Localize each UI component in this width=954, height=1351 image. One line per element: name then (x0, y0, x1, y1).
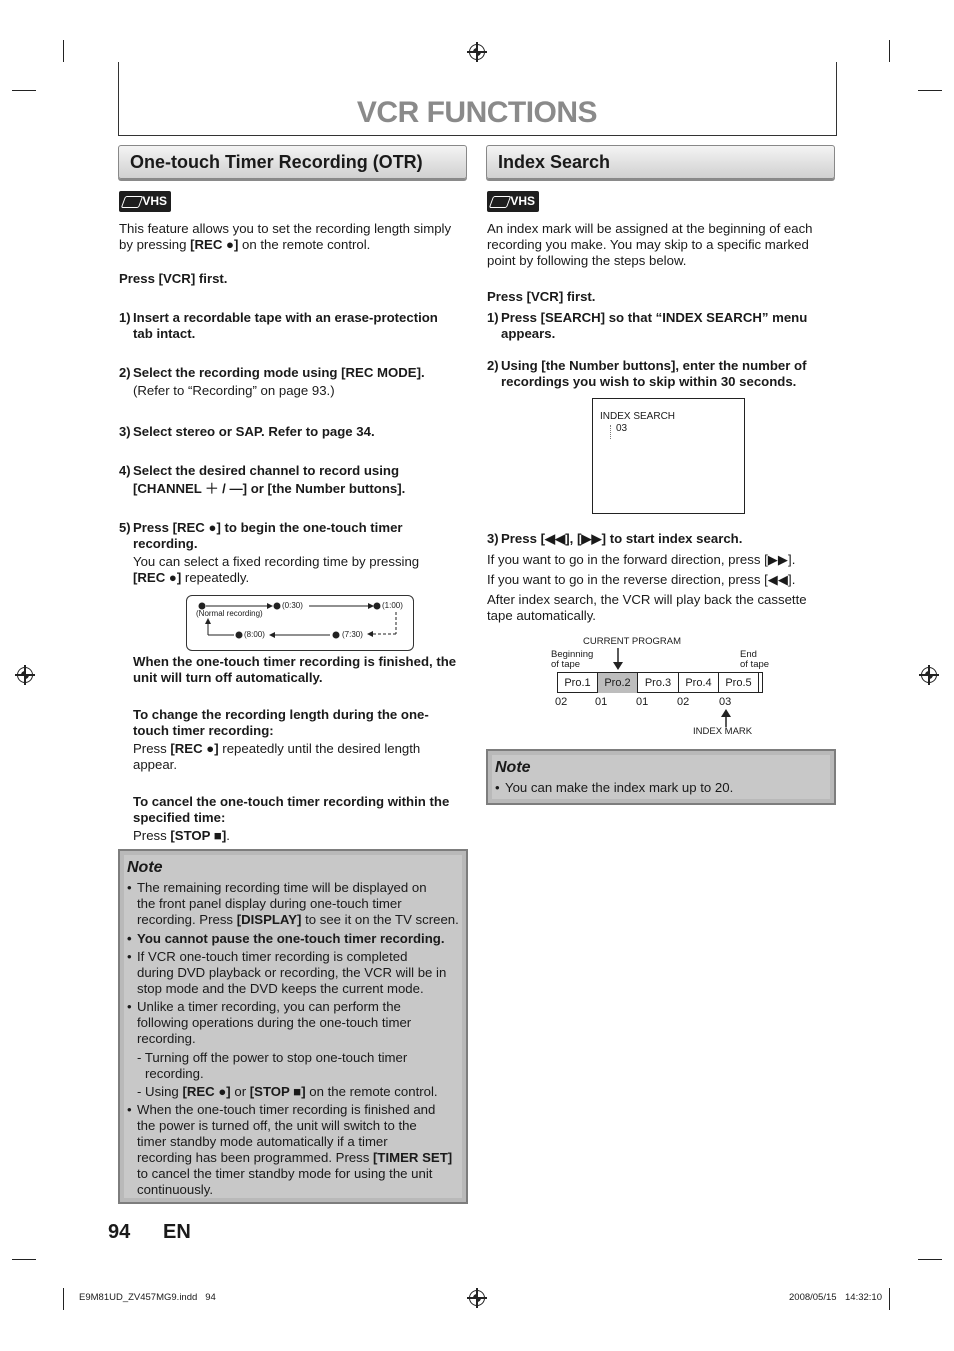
tape-program: Pro.1 (558, 673, 598, 693)
step-text: Select the desired channel to record using [CHANNEL ＋ / —] or [the Number buttons]. (133, 463, 406, 496)
language-code: EN (163, 1221, 191, 1243)
index-search-heading: Index Search (486, 145, 835, 179)
index-mark-label: INDEX MARK (693, 726, 753, 737)
label-normal-recording: (Normal recording) (196, 609, 263, 618)
index-count: 01 (636, 696, 649, 708)
change-length-block: To change the recording length during the one- touch timer recording: Press [REC ●] repeatedly until the desired length appear. (133, 707, 429, 772)
press-vcr-first: Press [VCR] first. (119, 271, 228, 286)
crop-mark (12, 90, 36, 91)
note-title: Note (495, 759, 531, 776)
index-count: 02 (555, 696, 568, 708)
index-note-box (486, 749, 836, 805)
screen-value: 03 (616, 423, 628, 434)
beginning-of-tape-label: Beginning of tape (551, 649, 594, 670)
file-info: E9M81UD_ZV457MG9.indd 94 (79, 1292, 216, 1303)
step-number: 2) (487, 358, 499, 373)
end-of-tape-label: End of tape (740, 649, 770, 670)
step-text: Press [REC ●] to begin the one-touch timer recording. You can select a fixed recording time by pressing [REC ●] repeatedly. (133, 520, 420, 585)
step-number: 1) (119, 310, 131, 325)
note-title: Note (127, 859, 163, 876)
otr-intro: This feature allows you to set the recording length simply by pressing [REC ●] on the remote control. (119, 221, 452, 252)
label-1-00: (1:00) (382, 601, 403, 610)
crop-mark (918, 1259, 942, 1260)
up-arrow-icon (716, 707, 736, 727)
print-date: 2008/05/15 (789, 1292, 837, 1303)
cancel-block: To cancel the one-touch timer recording within the specified time: Press [STOP ■]. (133, 794, 450, 843)
page-number: 94 (108, 1221, 131, 1243)
index-count: 01 (595, 696, 608, 708)
vhs-badge: VHS (119, 191, 171, 212)
label-8-00: (8:00) (244, 630, 265, 639)
step-text: Select stereo or SAP. Refer to page 34. (133, 424, 375, 439)
tape-program-current: Pro.2 (598, 673, 638, 693)
registration-mark-icon (921, 667, 937, 683)
crop-mark (12, 1259, 36, 1260)
label-7-30: (7:30) (342, 630, 363, 639)
step-number: 2) (119, 365, 131, 380)
index-intro: An index mark will be assigned at the beginning of each recording you make. You may skip to a specific marked point by following the steps below. (487, 221, 813, 268)
cassette-icon (121, 196, 143, 208)
otr-note-box (118, 849, 468, 1204)
press-vcr-first: Press [VCR] first. (487, 289, 596, 304)
note-bullet: • The remaining recording time will be displayed on the front panel display during one-touch timer recording. Press [DISPLAY] to see it on the TV screen. • You cannot pause the one-touch timer recording. • If VCR one-touch timer recording is completed during DVD playback or recording, the VCR will be in stop mode and the DVD keeps the current mode. • Unlike a timer recording, you can perform the following operations during the one-touch timer recording. - Turning off the power to stop one-touch timer recording. - Using [REC ●] or [STOP ■] on the remote control. • When the one-touch timer recording is finished and the power is turned off, the unit will switch to the timer standby mode automatically if a timer recording has been programmed. Press [TIMER SET] to cancel the timer standby mode for using the unit continuously. (127, 880, 459, 1197)
tape-program: Pro.4 (679, 673, 719, 693)
index-count: 02 (677, 696, 690, 708)
crop-mark (918, 90, 942, 91)
index-search-screen (592, 398, 745, 514)
crop-mark (63, 40, 64, 62)
registration-mark-icon (469, 44, 485, 60)
step-number: 1) (487, 310, 499, 325)
index-step3-body: If you want to go in the forward direction, press [▶▶]. If you want to go in the reverse direction, press [◀◀]. After index search, the VCR will play back the cassette tape automatically. (487, 552, 807, 623)
down-arrow-icon (608, 648, 628, 672)
print-time: 14:32:10 (845, 1292, 882, 1303)
note-bullet: • You can make the index mark up to 20. (495, 780, 734, 795)
crop-mark (889, 1288, 890, 1310)
otr-finished-text: When the one-touch timer recording is finished, the unit will turn off automatically. (133, 654, 457, 685)
registration-mark-icon (469, 1290, 485, 1306)
tape-bar (557, 672, 763, 693)
screen-label: INDEX SEARCH (600, 411, 676, 422)
step-number: 3) (119, 424, 131, 439)
cassette-icon (489, 196, 511, 208)
otr-cycle-diagram (186, 595, 414, 651)
step-number: 3) (487, 531, 499, 546)
crop-mark (889, 40, 890, 62)
step-number: 5) (119, 520, 131, 535)
page-title: VCR FUNCTIONS (356, 96, 598, 129)
step-text: Press [◀◀], [▶▶] to start index search. (501, 531, 743, 546)
label-0-30: (0:30) (282, 601, 303, 610)
index-count: 03 (719, 696, 732, 708)
tape-program: Pro.5 (719, 673, 759, 693)
step-text: Insert a recordable tape with an erase-protection tab intact. (133, 310, 438, 341)
registration-mark-icon (17, 667, 33, 683)
crop-mark (63, 1288, 64, 1310)
vhs-badge: VHS (487, 191, 539, 212)
step-text: Select the recording mode using [REC MODE]. (Refer to “Recording” on page 93.) (133, 365, 425, 398)
step-number: 4) (119, 463, 131, 478)
step-text: Press [SEARCH] so that “INDEX SEARCH” menu appears. (501, 310, 808, 341)
current-program-label: CURRENT PROGRAM (583, 636, 681, 647)
blink-indicator-icon (610, 425, 617, 439)
step-text: Using [the Number buttons], enter the number of recordings you wish to skip within 30 seconds. (501, 358, 807, 389)
tape-program: Pro.3 (638, 673, 679, 693)
otr-heading: One-touch Timer Recording (OTR) (118, 145, 467, 179)
